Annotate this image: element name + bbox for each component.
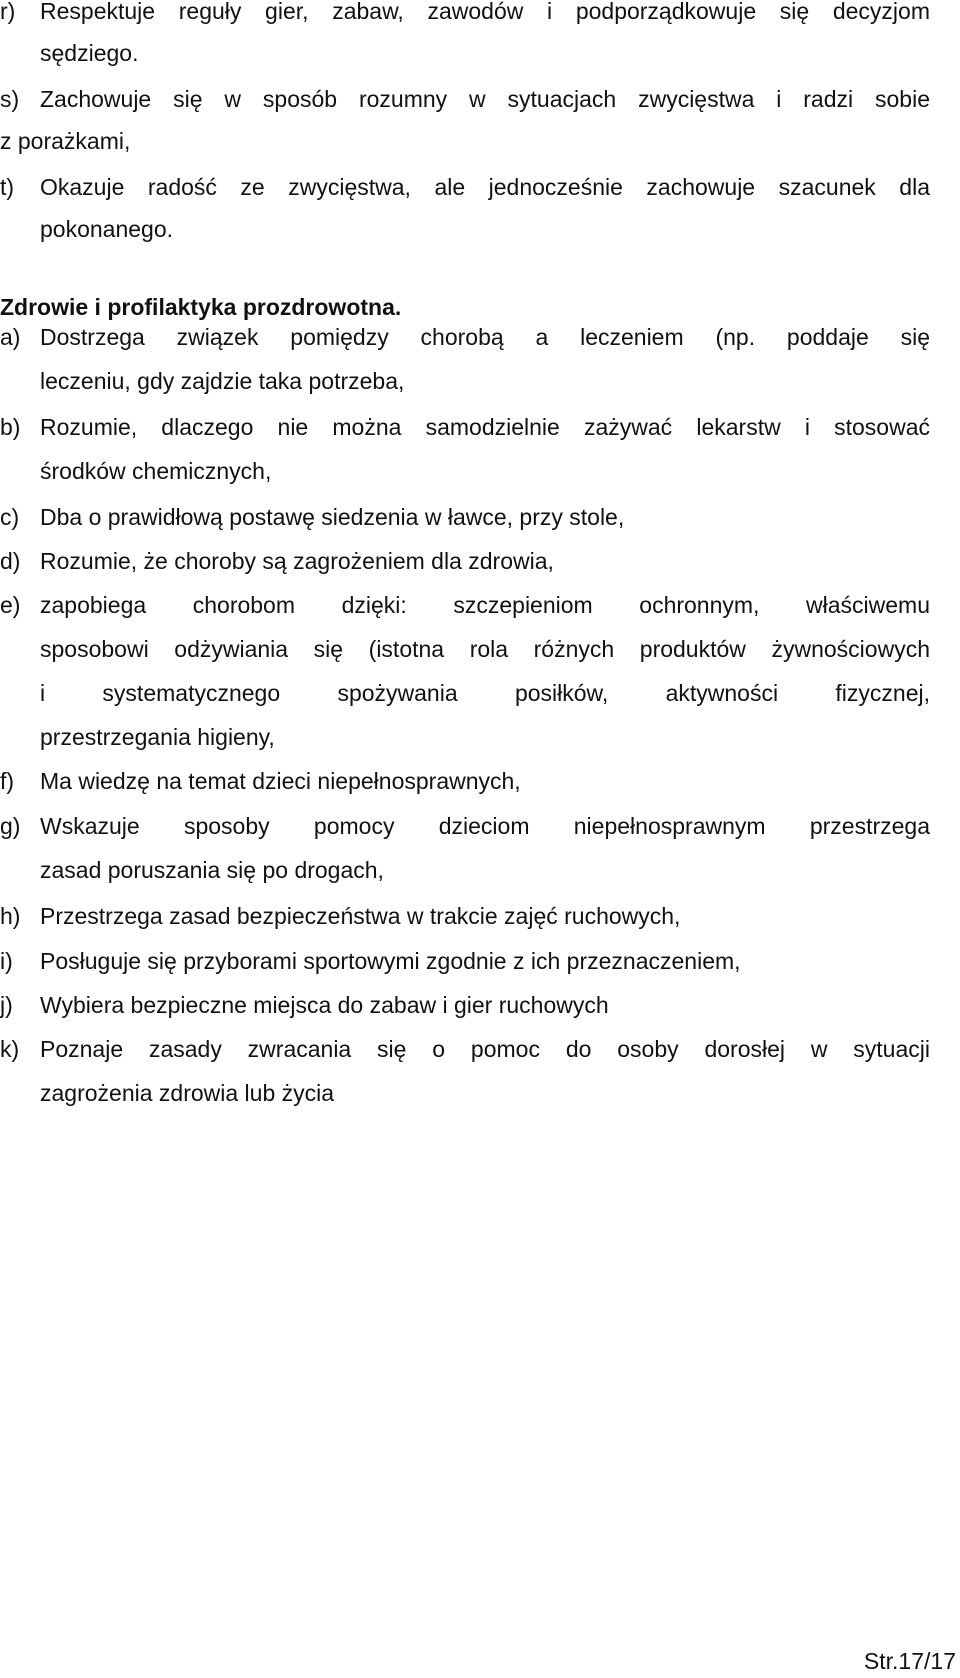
- text-line: Wskazuje sposoby pomocy dzieciom niepełnosprawnym przestrzega: [40, 813, 930, 839]
- list-item-text: [40, 322, 930, 396]
- list-item-text: [40, 1034, 930, 1108]
- list-marker: j): [0, 992, 13, 1018]
- text-line: Ma wiedzę na temat dzieci niepełnosprawnych,: [40, 768, 521, 794]
- list-marker: b): [0, 414, 21, 440]
- list-marker: h): [0, 903, 21, 929]
- text-line: Dba o prawidłową postawę siedzenia w ławce, przy stole,: [40, 504, 625, 530]
- text-line: Posługuje się przyborami sportowymi zgodnie z ich przeznaczeniem,: [40, 948, 741, 974]
- text-line: pokonanego.: [40, 216, 174, 242]
- text-line: leczeniu, gdy zajdzie taka potrzeba,: [40, 368, 405, 394]
- list-item-text: [40, 590, 930, 752]
- list-item-text: [0, 84, 930, 156]
- text-line: Poznaje zasady zwracania się o pomoc do osoby dorosłej w sytuacji: [40, 1036, 930, 1062]
- list-marker: k): [0, 1036, 20, 1062]
- list-marker: a): [0, 324, 21, 350]
- text-line: zapobiega chorobom dzięki: szczepieniom ochronnym, właściwemu: [40, 592, 930, 618]
- text-line: Wybiera bezpieczne miejsca do zabaw i gier ruchowych: [40, 992, 609, 1018]
- list-marker: s): [0, 86, 20, 112]
- list-marker: g): [0, 813, 21, 839]
- list-item-text: [40, 0, 930, 68]
- list-item-text: [40, 990, 930, 1020]
- text-line: zasad poruszania się po drogach,: [40, 857, 384, 883]
- list-item-text: [40, 811, 930, 885]
- list-item-text: [40, 901, 930, 931]
- section-heading: Zdrowie i profilaktyka prozdrowotna.: [0, 294, 402, 320]
- list-item-text: [40, 946, 930, 976]
- list-marker: i): [0, 948, 13, 974]
- page-number: Str.17/17: [863, 1648, 956, 1674]
- list-item-text: [40, 546, 930, 576]
- list-item-text: [40, 172, 930, 244]
- text-line: z porażkami,: [0, 128, 131, 154]
- list-marker: d): [0, 548, 21, 574]
- list-marker: c): [0, 504, 20, 530]
- list-item-text: [40, 766, 930, 796]
- list-marker: t): [0, 174, 15, 200]
- list-marker: e): [0, 592, 21, 618]
- text-line: środków chemicznych,: [40, 458, 272, 484]
- text-line: Respektuje reguły gier, zabaw, zawodów i podporządkowuje się decyzjom: [40, 0, 930, 24]
- list-item-text: [40, 412, 930, 486]
- text-line: Okazuje radość ze zwycięstwa, ale jednocześnie zachowuje szacunek dla: [40, 174, 930, 200]
- list-item-text: [40, 502, 930, 532]
- text-line: Rozumie, że choroby są zagrożeniem dla zdrowia,: [40, 548, 554, 574]
- text-line: przestrzegania higieny,: [40, 724, 275, 750]
- text-line: Zachowuje się w sposób rozumny w sytuacjach zwycięstwa i radzi sobie: [40, 86, 930, 112]
- text-line: Przestrzega zasad bezpieczeństwa w trakcie zajęć ruchowych,: [40, 903, 681, 929]
- text-line: sędziego.: [40, 40, 139, 66]
- text-line: Rozumie, dlaczego nie można samodzielnie zażywać lekarstw i stosować: [40, 414, 930, 440]
- text-line: Dostrzega związek pomiędzy chorobą a leczeniem (np. poddaje się: [40, 324, 930, 350]
- list-marker: r): [0, 0, 16, 24]
- text-line: i systematycznego spożywania posiłków, aktywności fizycznej,: [40, 680, 930, 706]
- text-line: sposobowi odżywiania się (istotna rola różnych produktów żywnościowych: [40, 636, 930, 662]
- list-marker: f): [0, 768, 15, 794]
- text-line: zagrożenia zdrowia lub życia: [40, 1080, 335, 1106]
